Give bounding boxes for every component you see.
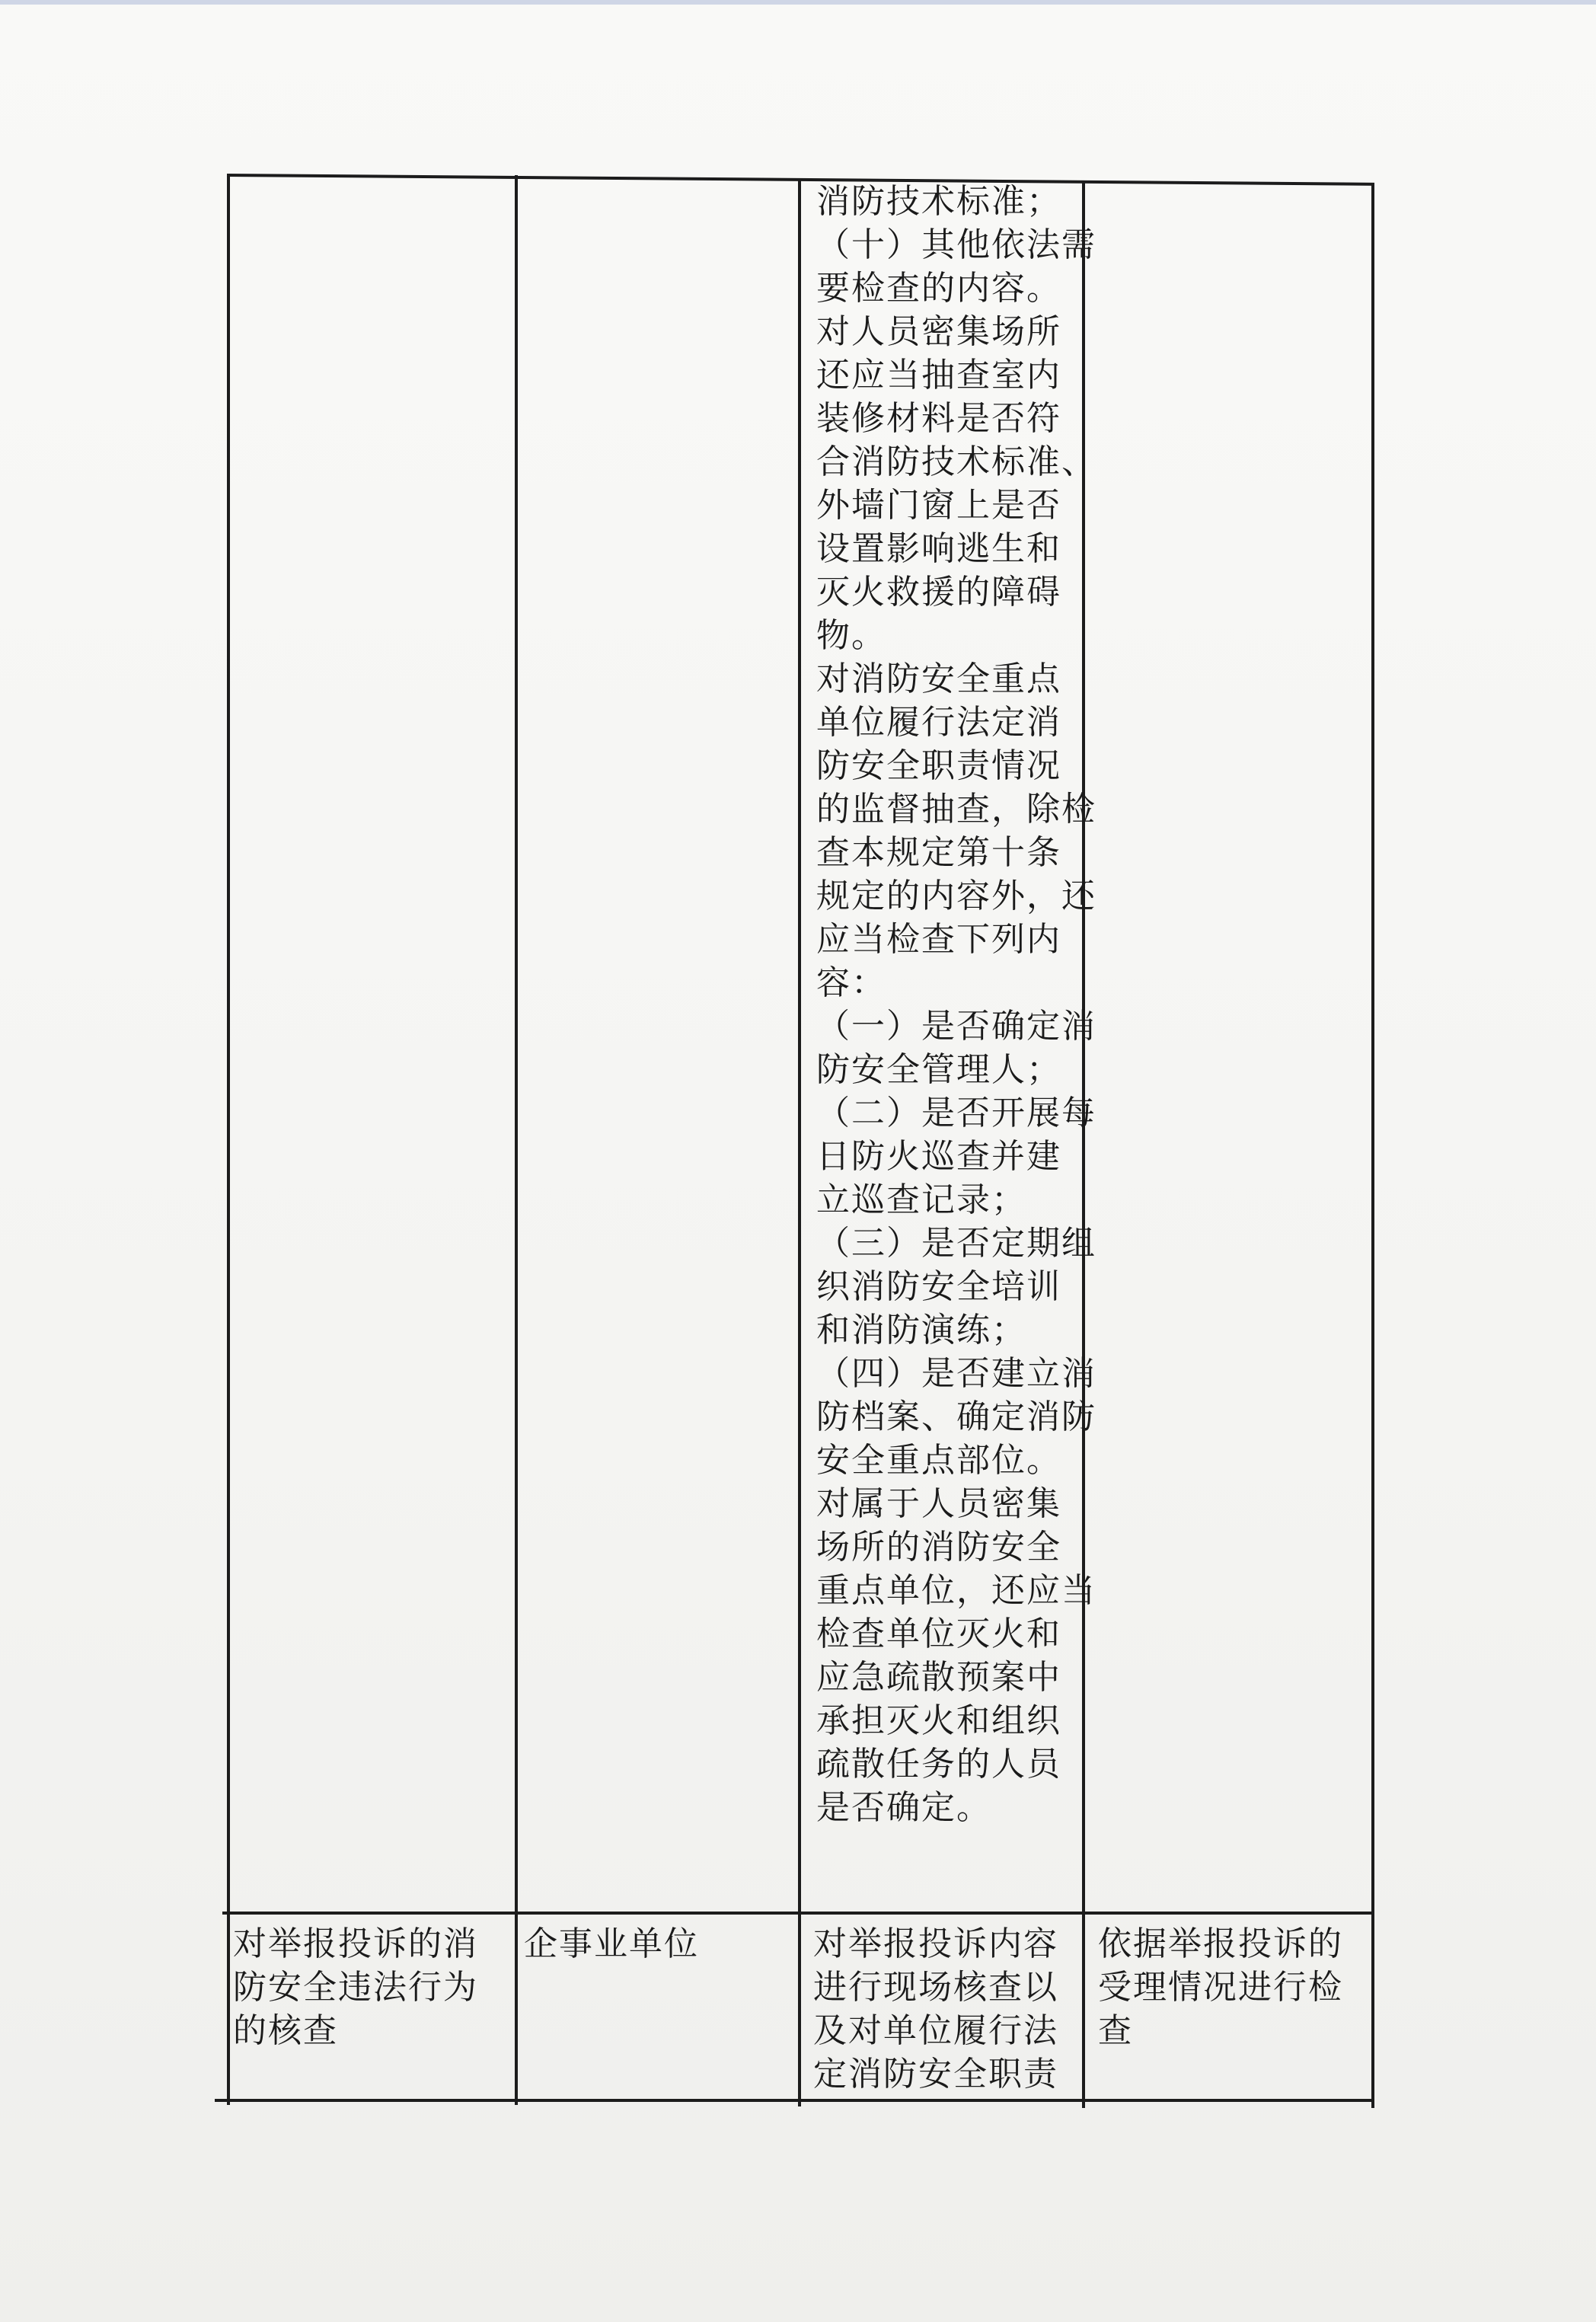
cell-line: （四）是否建立消 — [816, 1354, 1096, 1393]
cell-line: 对人员密集场所 — [816, 312, 1061, 351]
cell-line: 检查单位灭火和 — [816, 1615, 1061, 1653]
cell-line: 受理情况进行检 — [1098, 1968, 1343, 2007]
complaint-object — [524, 1922, 699, 1966]
cell-line: （三）是否定期组 — [816, 1224, 1096, 1263]
cell-line: 疏散任务的人员 — [816, 1745, 1061, 1784]
cell-line: （十）其他依法需 — [816, 225, 1096, 264]
complaint-method — [1098, 1922, 1343, 2052]
cell-line: 场所的消防安全 — [816, 1528, 1061, 1567]
cell-line: 还应当抽查室内 — [816, 356, 1061, 394]
cell-line: 规定的内容外，还 — [816, 877, 1096, 915]
cell-line: 要检查的内容。 — [816, 269, 1061, 308]
cell-line: 及对单位履行法 — [813, 2011, 1058, 2050]
cell-line: 承担灭火和组织 — [816, 1701, 1061, 1740]
cell-line: 应当检查下列内 — [816, 920, 1061, 959]
cell-line: 的监督抽查，除检 — [816, 790, 1096, 829]
cell-line: 日防火巡查并建 — [816, 1137, 1061, 1176]
cell-line: 物。 — [816, 616, 886, 655]
cell-line: 是否确定。 — [816, 1788, 991, 1827]
cell-line: 对举报投诉内容 — [813, 1924, 1058, 1963]
cell-line: 安全重点部位。 — [816, 1441, 1061, 1480]
continuation-col3-text — [816, 180, 1096, 1829]
row-divider — [222, 1912, 1374, 1915]
cell-line: 对属于人员密集 — [816, 1484, 1061, 1523]
cell-line: 查 — [1098, 2011, 1133, 2050]
cell-line: 防安全管理人； — [816, 1050, 1061, 1089]
cell-line: 应急疏散预案中 — [816, 1658, 1061, 1697]
column-divider-1 — [515, 175, 518, 2105]
cell-line: 进行现场核查以 — [813, 1968, 1058, 2007]
cell-line: 查本规定第十条 — [816, 833, 1061, 872]
cell-line: 对举报投诉的消 — [233, 1924, 478, 1963]
cell-line: 设置影响逃生和 — [816, 529, 1061, 568]
cell-line: 消防技术标准； — [816, 182, 1061, 221]
cell-line: 单位履行法定消 — [816, 703, 1061, 742]
cell-line: 企事业单位 — [524, 1924, 699, 1963]
column-divider-2 — [798, 180, 801, 2106]
cell-line: 重点单位，还应当 — [816, 1571, 1096, 1610]
cell-line: 依据举报投诉的 — [1098, 1924, 1343, 1963]
cell-line: 防安全违法行为 — [233, 1968, 478, 2007]
cell-line: 防档案、确定消防 — [816, 1397, 1096, 1436]
cell-line: 外墙门窗上是否 — [816, 486, 1061, 525]
cell-line: 定消防安全职责 — [813, 2055, 1058, 2094]
cell-line: 合消防技术标准、 — [816, 442, 1096, 481]
cell-line: 防安全职责情况 — [816, 746, 1061, 785]
cell-line: 容： — [816, 963, 886, 1002]
cell-line: 和消防演练； — [816, 1311, 1026, 1349]
table-border-left — [227, 174, 230, 2105]
cell-line: （二）是否开展每 — [816, 1094, 1096, 1132]
cell-line: 的核查 — [233, 2011, 338, 2050]
cell-line: 立巡查记录； — [816, 1180, 1026, 1219]
table-border-bottom — [215, 2099, 1374, 2102]
cell-line: 织消防安全培训 — [816, 1267, 1061, 1306]
cell-line: 灭火救援的障碍 — [816, 573, 1061, 612]
table-border-right — [1371, 183, 1374, 2108]
cell-line: （一）是否确定消 — [816, 1007, 1096, 1046]
cell-line: 装修材料是否符 — [816, 399, 1061, 438]
cell-line: 对消防安全重点 — [816, 660, 1061, 698]
complaint-item-name — [233, 1922, 478, 2052]
complaint-content — [813, 1922, 1058, 2096]
